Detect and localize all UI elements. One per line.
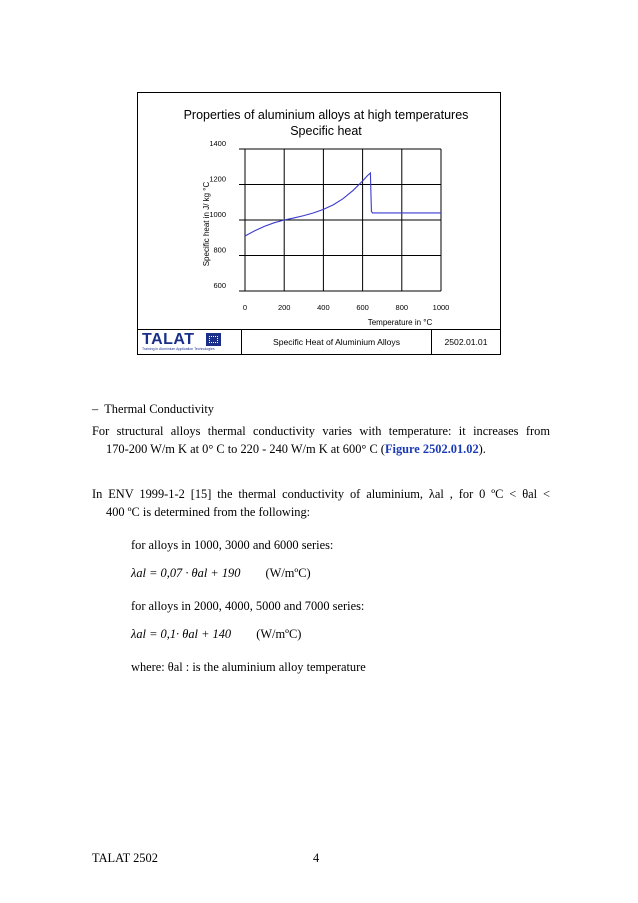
x-tick-label: 1000	[432, 303, 450, 312]
x-tick-label: 600	[356, 303, 369, 312]
talat-logo	[138, 330, 242, 354]
chart-title: Properties of aluminium alloys at high temperatures	[183, 108, 469, 122]
x-tick-labels	[243, 303, 449, 312]
figure-number: 2502.01.01	[444, 337, 488, 347]
series-label-1: for alloys in 1000, 3000 and 6000 series:	[131, 538, 334, 552]
x-tick-label: 0	[242, 303, 248, 312]
paragraph-thermal-conductivity	[92, 422, 550, 458]
heading-text: Thermal Conductivity	[104, 402, 214, 416]
footer-document-id: TALAT 2502	[92, 851, 158, 865]
figure-caption: Specific Heat of Aluminium Alloys	[242, 330, 432, 354]
y-tick-label: 1400	[209, 139, 226, 148]
formula-1-unit: (W/mºC)	[265, 566, 311, 580]
dash-bullet: –	[92, 402, 99, 416]
x-tick-label: 400	[317, 303, 330, 312]
formula-2-unit: (W/mºC)	[256, 627, 302, 641]
x-tick-label: 800	[395, 303, 409, 312]
paragraph-line: In ENV 1999-1-2 [15] the thermal conductivity of aluminium, λal , for 0 ºC < θal <	[92, 487, 550, 501]
paragraph-env	[92, 485, 550, 521]
paragraph-text: 170-200 W/m K at 0° C to 220 - 240 W/m K at 600° C (	[106, 442, 385, 456]
paragraph-line: For structural alloys thermal conductivity varies with temperature: it increases from	[92, 424, 550, 438]
formula-2-expression: λal = 0,1· θal + 140	[131, 627, 232, 641]
paragraph-line	[92, 440, 550, 458]
formula-1-expression: λal = 0,07 · θal + 190	[131, 566, 241, 580]
footer-page-number: 4	[313, 851, 320, 865]
eu-flag-icon	[206, 333, 221, 346]
logo-tagline: Training in Aluminium Application Technologies	[142, 347, 215, 351]
y-tick-label: 1200	[209, 174, 226, 184]
y-tick-label: 800	[213, 245, 226, 255]
chart-subtitle: Specific heat	[290, 124, 362, 138]
paragraph-line: 400 ºC is determined from the following:	[106, 505, 311, 519]
specific-heat-chart	[138, 93, 500, 329]
where-line: where: θal : is the aluminium alloy temperature	[131, 660, 366, 674]
y-tick-label: 1000	[209, 210, 226, 219]
y-axis-label: Specific heat in J/ kg °C	[202, 181, 211, 267]
y-tick-labels	[209, 139, 226, 290]
logo-wordmark: TALAT	[142, 331, 195, 348]
formula-1	[131, 566, 311, 581]
figure-reference-link[interactable]: Figure 2502.01.02	[384, 442, 479, 456]
figure-footer	[138, 329, 500, 354]
specific-heat-curve	[245, 173, 441, 236]
x-axis-label: Temperature in °C	[367, 318, 433, 327]
section-heading	[92, 400, 214, 418]
y-tick-label: 600	[213, 281, 226, 290]
series-label-2: for alloys in 2000, 4000, 5000 and 7000 series:	[131, 599, 365, 613]
paragraph-text: ).	[478, 442, 486, 456]
chart-grid	[239, 149, 441, 291]
formula-2	[131, 627, 301, 642]
x-tick-label: 200	[277, 303, 291, 312]
figure-frame	[137, 92, 501, 355]
